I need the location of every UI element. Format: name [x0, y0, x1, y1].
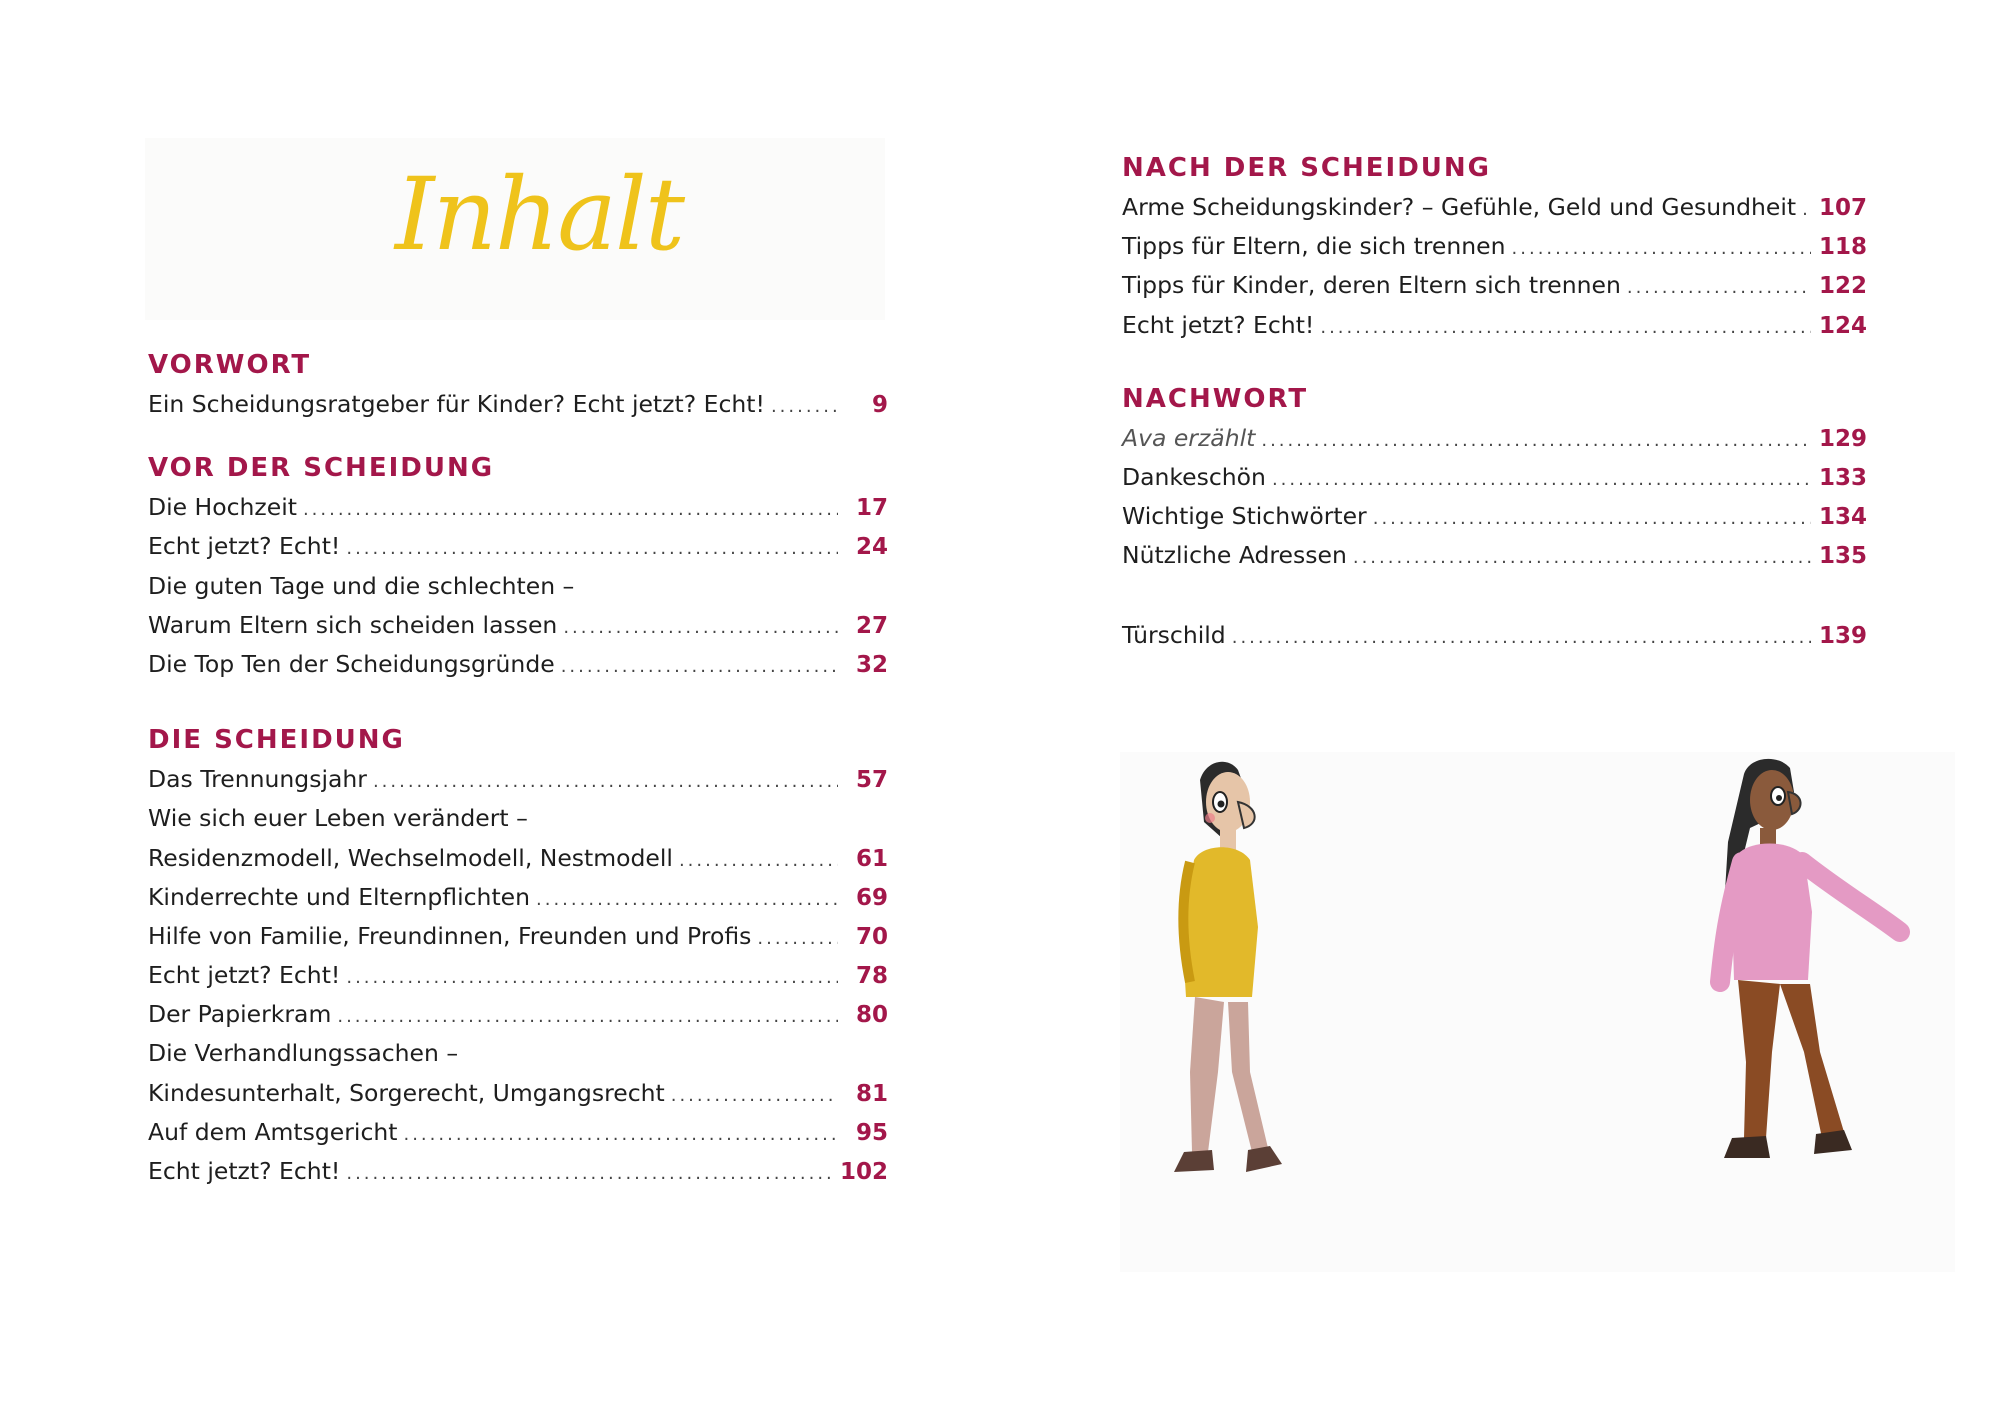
dot-leader [1320, 308, 1811, 347]
entry-page-number: 27 [855, 612, 888, 639]
entry-page-number: 32 [855, 651, 888, 678]
toc-section-vorwort [148, 345, 888, 424]
entry-label: Türschild [1122, 620, 1226, 649]
toc-entry-title-line[interactable] [148, 799, 888, 838]
toc-entry[interactable] [148, 917, 888, 956]
toc-section-nach-der-scheidung [1122, 148, 1867, 345]
toc-section-vor-der-scheidung [148, 448, 888, 684]
dot-leader [1627, 268, 1811, 307]
toc-entry[interactable] [148, 956, 888, 995]
entry-label: Die Top Ten der Scheidungsgründe [148, 649, 555, 678]
dot-leader [373, 762, 838, 801]
toc-entry[interactable] [148, 1113, 888, 1152]
entry-label: Echt jetzt? Echt! [1122, 310, 1315, 339]
entry-label: Residenzmodell, Wechselmodell, Nestmodell [148, 843, 673, 872]
entry-label: Echt jetzt? Echt! [148, 961, 341, 990]
toc-entry[interactable] [148, 839, 888, 878]
entry-label: Wichtige Stichwörter [1122, 502, 1367, 531]
section-heading: VOR DER SCHEIDUNG [148, 453, 495, 484]
entry-label: Ava erzählt [1122, 423, 1256, 452]
toc-entry[interactable] [148, 527, 888, 566]
entry-page-number: 133 [1818, 464, 1867, 491]
entry-page-number: 102 [839, 1159, 888, 1185]
section-heading: VORWORT [148, 350, 312, 380]
toc-section-die-scheidung [148, 720, 888, 1191]
entry-label: Kinderrechte und Elternpflichten [148, 882, 531, 911]
entry-page-number: 107 [1818, 195, 1867, 221]
entry-page-number: 9 [871, 392, 888, 418]
entry-page-number: 69 [855, 884, 888, 911]
toc-entry[interactable] [1122, 227, 1867, 266]
toc-entry[interactable] [148, 878, 888, 917]
dot-leader [1373, 499, 1811, 538]
dot-leader [346, 958, 838, 997]
entry-page-number: 70 [855, 923, 888, 950]
entry-page-number: 95 [855, 1119, 888, 1146]
entry-page-number: 61 [855, 845, 888, 872]
toc-entry-title-line[interactable] [148, 1034, 888, 1073]
dot-leader [1272, 460, 1811, 499]
entry-page-number: 124 [1818, 312, 1867, 339]
entry-page-number: 81 [855, 1080, 888, 1107]
toc-entry[interactable] [148, 760, 888, 799]
entry-label: Auf dem Amtsgericht [148, 1117, 398, 1146]
dot-leader [536, 880, 838, 919]
dot-leader [561, 647, 838, 686]
toc-entry[interactable] [1122, 306, 1867, 345]
dot-leader [346, 1154, 832, 1193]
dot-leader [771, 387, 838, 426]
entry-label: Warum Eltern sich scheiden lassen [148, 610, 558, 639]
section-heading: NACHWORT [1122, 383, 1309, 414]
toc-section-nachwort [1122, 379, 1867, 576]
woman-pink-figure [1720, 759, 1900, 1158]
dot-leader [1353, 538, 1811, 577]
dot-leader [679, 841, 838, 880]
section-heading: DIE SCHEIDUNG [148, 725, 405, 756]
toc-entry[interactable] [1122, 188, 1867, 227]
entry-page-number: 78 [855, 963, 888, 990]
woman-yellow-figure [1174, 762, 1282, 1172]
entry-page-number: 122 [1818, 273, 1867, 300]
dot-leader [1802, 190, 1811, 229]
toc-entry[interactable] [148, 1152, 888, 1191]
toc-right-column [1122, 148, 1867, 655]
dot-leader [563, 608, 838, 647]
dot-leader [346, 529, 838, 568]
entry-page-number: 80 [855, 1002, 888, 1029]
dot-leader [337, 997, 838, 1036]
entry-label: Tipps für Kinder, deren Eltern sich trennen [1122, 271, 1621, 300]
entry-page-number: 134 [1818, 504, 1867, 531]
entry-page-number: 139 [1818, 622, 1867, 649]
dot-leader [757, 919, 838, 958]
dot-leader [1512, 229, 1811, 268]
section-heading: NACH DER SCHEIDUNG [1122, 153, 1491, 183]
entry-page-number: 17 [855, 495, 888, 522]
dot-leader [303, 490, 838, 529]
entry-page-number: 135 [1818, 543, 1867, 570]
toc-entry[interactable] [1122, 497, 1867, 536]
entry-label: Das Trennungsjahr [148, 765, 367, 794]
toc-entry[interactable] [1122, 458, 1867, 497]
dot-leader [403, 1115, 838, 1154]
dot-leader [1232, 618, 1811, 657]
toc-entry-tuerschild[interactable] [1122, 616, 1867, 655]
toc-entry[interactable] [1122, 419, 1867, 458]
toc-entry[interactable] [148, 606, 888, 645]
illustration-two-people [1120, 752, 1955, 1272]
toc-entry[interactable] [148, 385, 888, 424]
entry-label: Die Hochzeit [148, 493, 297, 522]
entry-label: Die Verhandlungssachen – [148, 1039, 459, 1068]
dot-leader [1261, 421, 1811, 460]
toc-left-column [148, 345, 888, 1191]
entry-label: Arme Scheidungskinder? – Gefühle, Geld und Gesundheit [1122, 193, 1797, 221]
page-title: Inhalt [395, 156, 684, 273]
entry-label: Nützliche Adressen [1122, 541, 1347, 570]
entry-page-number: 129 [1818, 425, 1867, 452]
toc-entry[interactable] [148, 995, 888, 1034]
toc-entry[interactable] [148, 1074, 888, 1113]
entry-page-number: 57 [855, 767, 888, 794]
entry-label: Echt jetzt? Echt! [148, 1157, 341, 1185]
toc-entry[interactable] [1122, 266, 1867, 305]
entry-page-number: 24 [855, 534, 888, 561]
entry-label: Die guten Tage und die schlechten – [148, 571, 575, 600]
entry-label: Dankeschön [1122, 462, 1266, 491]
entry-label: Ein Scheidungsratgeber für Kinder? Echt jetzt? Echt! [148, 390, 765, 418]
entry-label: Echt jetzt? Echt! [148, 532, 341, 561]
toc-entry[interactable] [148, 488, 888, 527]
dot-leader [671, 1076, 838, 1115]
entry-label: Der Papierkram [148, 1000, 332, 1029]
entry-label: Tipps für Eltern, die sich trennen [1122, 232, 1506, 261]
entry-label: Hilfe von Familie, Freundinnen, Freunden und Profis [148, 921, 752, 950]
entry-page-number: 118 [1818, 234, 1867, 261]
toc-entry[interactable] [148, 645, 888, 684]
entry-label: Kindesunterhalt, Sorgerecht, Umgangsrecht [148, 1078, 665, 1107]
entry-label: Wie sich euer Leben verändert – [148, 804, 528, 833]
toc-entry-title-line[interactable] [148, 567, 888, 606]
toc-entry[interactable] [1122, 536, 1867, 575]
